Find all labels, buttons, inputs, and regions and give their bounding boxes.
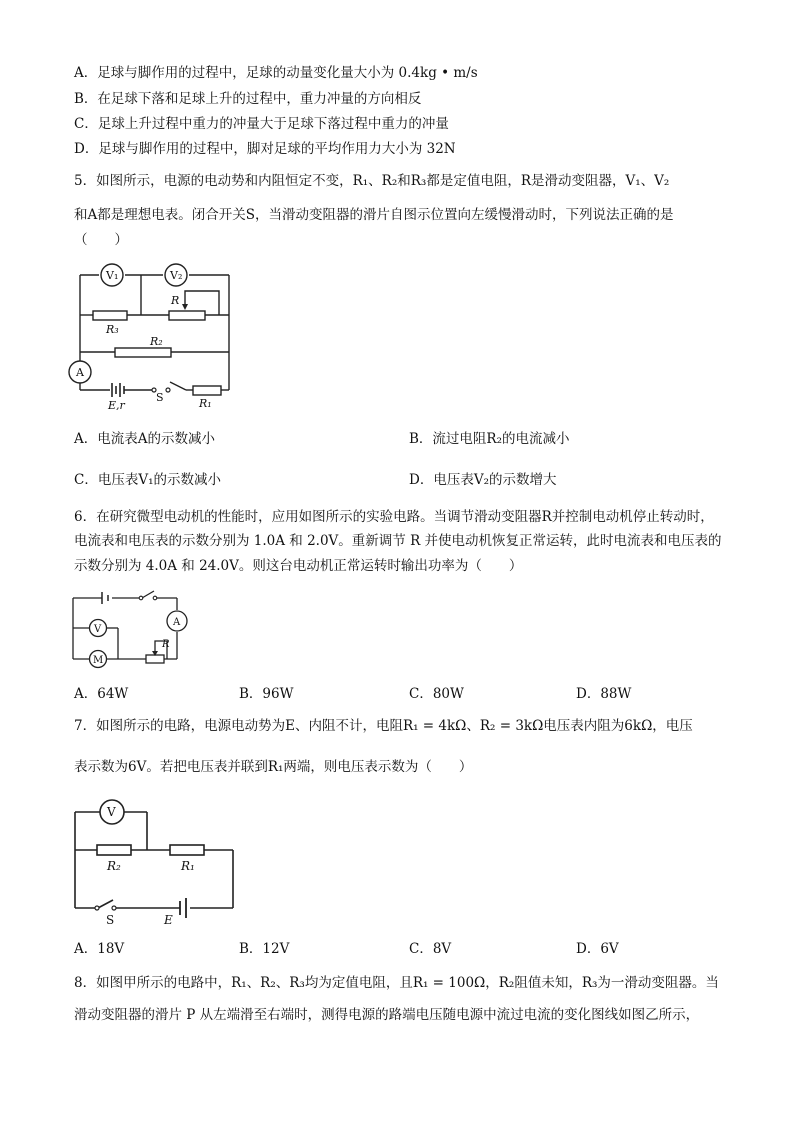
q5-stem-line3: （ ）	[74, 232, 128, 248]
q6-r-label: R	[162, 639, 170, 650]
q7-emf-label: E	[164, 913, 173, 927]
q5-source-label: E,r	[108, 399, 125, 410]
q5-option-d: D．电压表V₂的示数增大	[409, 472, 557, 488]
q4-option-d: D．足球与脚作用的过程中，脚对足球的平均作用力大小为 32N	[74, 141, 456, 157]
q6-option-b: B．96W	[239, 686, 294, 702]
q5-r-label: R	[171, 294, 180, 307]
q5-v2-label: V₂	[170, 269, 183, 282]
q7-option-b: B．12V	[239, 941, 290, 957]
q5-v1-label: V₁	[106, 269, 119, 282]
q7-switch-label: S	[106, 913, 115, 927]
q5-option-c: C．电压表V₁的示数减小	[74, 472, 221, 488]
q6-stem-line1: 6．在研究微型电动机的性能时，应用如图所示的实验电路。当调节滑动变阻器R并控制电动机停止转动时，	[74, 509, 714, 525]
q5-r3-label: R₃	[106, 323, 119, 336]
q5-stem-line1: 5．如图所示，电源的电动势和内阻恒定不变，R₁、R₂和R₃都是定值电阻，R是滑动变阻器，V₁、V₂	[74, 173, 670, 189]
q5-option-a: A．电流表A的示数减小	[74, 431, 215, 447]
q7-r2-label: R₂	[107, 859, 121, 873]
q6-option-c: C．80W	[409, 686, 464, 702]
q5-ammeter-label: A	[76, 366, 84, 379]
q8-stem-line2: 滑动变阻器的滑片 P 从左端滑至右端时，测得电源的路端电压随电源中流过电流的变化图线如图乙所示，	[74, 1007, 700, 1023]
q4-option-c: C．足球上升过程中重力的冲量大于足球下落过程中重力的冲量	[74, 116, 449, 132]
q6-ammeter-label: A	[173, 617, 181, 628]
q6-stem-line2: 电流表和电压表的示数分别为 1.0A 和 2.0V。重新调节 R 并使电动机恢复正常运转，此时电流表和电压表的	[74, 533, 722, 549]
q6-stem-line3: 示数分别为 4.0A 和 24.0V。则这台电动机正常运转时输出功率为（ ）	[74, 558, 523, 574]
q7-option-a: A．18V	[74, 941, 125, 957]
q5-option-b: B．流过电阻R₂的电流减小	[409, 431, 570, 447]
q7-voltmeter-label: V	[107, 805, 116, 819]
q7-r1-label: R₁	[181, 859, 195, 873]
q7-stem-line1: 7．如图所示的电路，电源电动势为E、内阻不计，电阻R₁ = 4kΩ、R₂ = 3kΩ电压表内阻为6kΩ，电压	[74, 718, 693, 734]
q6-circuit-diagram	[68, 585, 192, 671]
q5-r1-label: R₁	[199, 397, 212, 410]
q6-option-a: A．64W	[74, 686, 129, 702]
q4-option-b: B．在足球下落和足球上升的过程中，重力冲量的方向相反	[74, 91, 422, 107]
q7-option-d: D．6V	[576, 941, 619, 957]
q5-circuit-diagram	[68, 258, 238, 410]
q5-r2-label: R₂	[150, 335, 163, 348]
q7-circuit-diagram	[68, 790, 238, 930]
q5-switch-label: S	[156, 391, 164, 404]
q4-option-a: A．足球与脚作用的过程中，足球的动量变化量大小为 0.4kg • m/s	[74, 65, 478, 81]
q6-option-d: D．88W	[576, 686, 632, 702]
q6-voltmeter-label: V	[94, 624, 102, 635]
q5-stem-line2: 和A都是理想电表。闭合开关S，当滑动变阻器的滑片自图示位置向左缓慢滑动时，下列说法正确的是	[74, 207, 674, 223]
q7-stem-line2: 表示数为6V。若把电压表并联到R₁两端，则电压表示数为（ ）	[74, 759, 473, 775]
q6-motor-label: M	[93, 655, 104, 666]
q8-stem-line1: 8．如图甲所示的电路中，R₁、R₂、R₃均为定值电阻，且R₁ = 100Ω，R₂阻值未知，R₃为一滑动变阻器。当	[74, 975, 719, 991]
q7-option-c: C．8V	[409, 941, 452, 957]
